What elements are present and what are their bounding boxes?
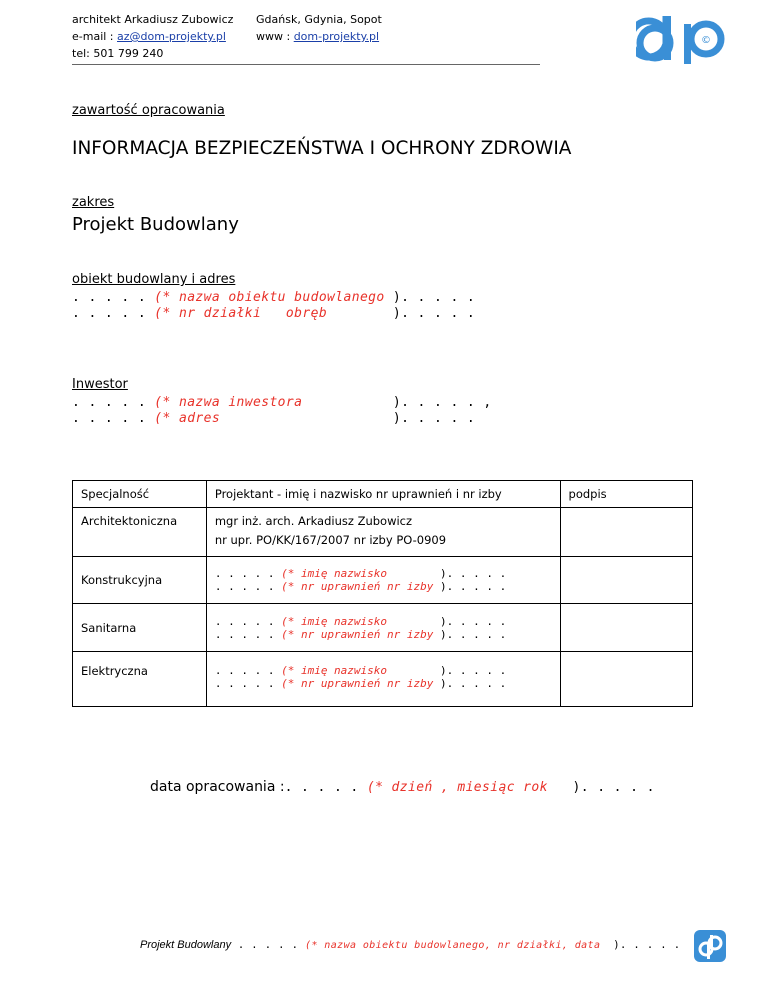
dots: ). . . . . ,: [392, 395, 492, 410]
license-placeholder: (* nr uprawnień nr izby: [281, 580, 441, 593]
scope-label: zakres: [72, 195, 115, 210]
designer: [207, 508, 560, 556]
dots: . . . . .: [214, 567, 282, 580]
specialty: Architektoniczna: [81, 514, 178, 528]
dots: . . . . .: [214, 614, 282, 628]
investor-line-1: [72, 395, 492, 411]
dots: ). . . . .: [392, 290, 476, 305]
www-label: www :: [256, 30, 294, 43]
plot-placeholder: (* nr działki obręb: [154, 306, 393, 321]
designer-line-1: [207, 567, 560, 580]
specialty-cell: [73, 557, 207, 604]
dots: ). . . . .: [392, 411, 476, 426]
designer-line-2: [207, 580, 560, 593]
header-designer: Projektant - imię i nazwisko nr uprawnień i nr izby: [214, 487, 502, 501]
signature-cell: [560, 557, 692, 604]
specialty-cell: [73, 508, 207, 557]
date-label: data opracowania :: [150, 779, 285, 795]
header-location: [256, 11, 382, 45]
designer-cell: [206, 557, 560, 604]
architect-name: architekt Arkadiusz Zubowicz: [72, 13, 234, 26]
www-link[interactable]: dom-projekty.pl: [293, 30, 380, 43]
header-divider: [72, 64, 540, 65]
header-cell: [73, 481, 207, 508]
name-placeholder: (* imię nazwisko: [281, 567, 441, 580]
table-row: [73, 557, 693, 604]
investor-label: Inwestor: [72, 377, 128, 392]
footer-label: Projekt Budowlany: [140, 939, 232, 951]
designer-cell: [206, 508, 560, 557]
table-header-row: [73, 481, 693, 508]
specialty: Elektryczna: [81, 664, 148, 678]
header-contact: [72, 11, 233, 62]
footer-placeholder: (* nazwa obiektu budowlanego, nr działki, data: [305, 940, 614, 951]
email-label: e-mail :: [72, 30, 118, 43]
header-signature: podpis: [568, 487, 607, 501]
investor-address-placeholder: (* adres: [154, 411, 393, 426]
dots: ). . . . .: [440, 614, 507, 628]
table-row: [73, 652, 693, 707]
dots: . . . . .: [284, 780, 367, 795]
designer-cell: [206, 604, 560, 652]
table-row: [73, 508, 693, 557]
name-placeholder: (* imię nazwisko: [281, 614, 441, 628]
phone: tel: 501 799 240: [72, 47, 164, 60]
license-placeholder: (* nr uprawnień nr izby: [281, 627, 441, 641]
header-cell: [206, 481, 560, 508]
dots: ). . . . .: [440, 580, 507, 593]
www-line: [256, 28, 382, 45]
designer-license: nr upr. PO/KK/167/2007 nr izby PO-0909: [214, 533, 447, 547]
dots: ). . . . .: [440, 567, 507, 580]
designer-line-2: [207, 628, 560, 641]
investor-name-placeholder: (* nazwa inwestora: [154, 395, 393, 410]
dots: . . . . .: [214, 664, 282, 677]
license-placeholder: (* nr uprawnień nr izby: [281, 677, 441, 690]
copyright-mark: ©: [701, 35, 711, 46]
header-specialty: Specjalność: [81, 487, 150, 501]
email-line: [72, 28, 233, 45]
designer-line-2: [207, 677, 560, 690]
designer-name: mgr inż. arch. Arkadiusz Zubowicz: [214, 514, 413, 528]
dots: ). . . . .: [572, 780, 655, 795]
specialty: Konstrukcyjna: [81, 573, 163, 587]
dots: . . . . .: [72, 306, 155, 321]
dots: . . . . .: [214, 677, 282, 690]
date-placeholder: (* dzień , miesiąc rok: [366, 780, 573, 795]
signature-cell: [560, 604, 692, 652]
object-line-2: [72, 306, 475, 322]
object-name-placeholder: (* nazwa obiektu budowlanego: [154, 290, 393, 305]
designer-line-1: [207, 615, 560, 628]
object-line-1: [72, 290, 475, 306]
dots: . . . . .: [231, 939, 306, 951]
dots: . . . . .: [72, 411, 155, 426]
designer-cell: [206, 652, 560, 707]
email-link[interactable]: az@dom-projekty.pl: [117, 30, 226, 43]
content-heading: zawartość opracowania: [72, 103, 225, 118]
dots: ). . . . .: [392, 306, 476, 321]
date-line: [150, 776, 655, 796]
footer-line: [140, 933, 680, 954]
name-placeholder: (* imię nazwisko: [281, 664, 441, 677]
dp-logo: [636, 14, 728, 64]
cities: Gdańsk, Gdynia, Sopot: [256, 13, 382, 26]
signature-cell: [560, 652, 692, 707]
specialty-cell: [73, 652, 207, 707]
dots: . . . . .: [214, 580, 282, 593]
dots: ). . . . .: [440, 677, 507, 690]
investor-line-2: [72, 411, 475, 427]
object-label: obiekt budowlany i adres: [72, 272, 236, 287]
dots: ). . . . .: [440, 664, 507, 677]
dots: ). . . . .: [440, 627, 507, 641]
specialty-cell: [73, 604, 207, 652]
scope-value: Projekt Budowlany: [72, 214, 239, 235]
header-cell: [560, 481, 692, 508]
signature-cell: [560, 508, 692, 557]
dots: ). . . . .: [613, 939, 681, 951]
dots: . . . . .: [214, 627, 282, 641]
specialty: Sanitarna: [81, 620, 137, 635]
footer-logo-icon: [694, 930, 726, 962]
dots: . . . . .: [72, 395, 155, 410]
dots: . . . . .: [72, 290, 155, 305]
designer-line-1: [207, 664, 560, 677]
table-row: [73, 604, 693, 652]
document-title: INFORMACJA BEZPIECZEŃSTWA I OCHRONY ZDROWIA: [72, 138, 572, 159]
designers-table: [72, 480, 693, 707]
